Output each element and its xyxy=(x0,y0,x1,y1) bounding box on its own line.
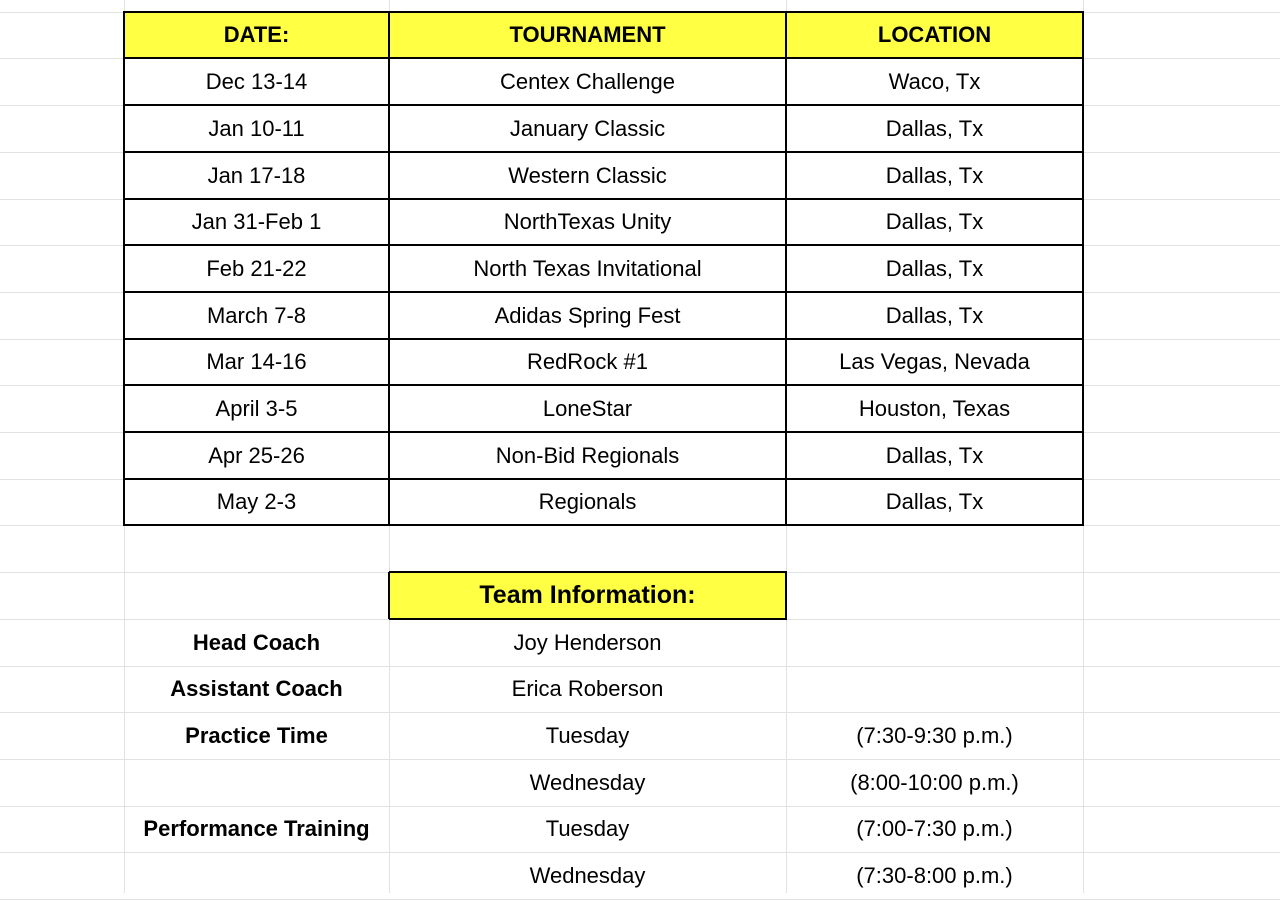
table-border xyxy=(124,244,1084,246)
team-info-time[interactable]: (7:30-9:30 p.m.) xyxy=(856,722,1013,748)
header-date[interactable]: DATE: xyxy=(124,12,389,58)
table-border xyxy=(124,104,1084,106)
table-cell-location[interactable]: Dallas, Tx xyxy=(885,209,984,234)
table-cell-location[interactable]: Las Vegas, Nevada xyxy=(839,349,1030,374)
table-cell-location[interactable]: Dallas, Tx xyxy=(885,489,984,514)
table-cell-date[interactable]: Mar 14-16 xyxy=(206,349,307,374)
table-cell-tournament[interactable]: January Classic xyxy=(509,115,666,141)
table-cell-location[interactable]: Dallas, Tx xyxy=(885,442,984,468)
header-tournament[interactable]: TOURNAMENT xyxy=(389,12,786,58)
table-border xyxy=(124,291,1084,293)
table-cell-location[interactable]: Dallas, Tx xyxy=(885,115,984,141)
table-cell-tournament[interactable]: Non-Bid Regionals xyxy=(495,442,680,468)
team-info-label[interactable]: Practice Time xyxy=(185,722,328,748)
table-cell-date[interactable]: April 3-5 xyxy=(215,395,298,421)
team-info-label[interactable] xyxy=(124,759,389,806)
team-info-time[interactable]: (7:00-7:30 p.m.) xyxy=(856,816,1013,841)
table-border xyxy=(124,151,1084,153)
table-border xyxy=(124,57,1084,59)
team-info-label[interactable]: Assistant Coach xyxy=(170,676,343,701)
team-info-value[interactable]: Tuesday xyxy=(545,722,630,748)
table-cell-location[interactable]: Dallas, Tx xyxy=(885,162,984,188)
table-cell-location[interactable]: Dallas, Tx xyxy=(885,302,984,328)
team-info-value[interactable]: Joy Henderson xyxy=(513,629,662,655)
table-cell-tournament[interactable]: Adidas Spring Fest xyxy=(494,302,681,328)
team-info-value[interactable]: Tuesday xyxy=(545,816,630,841)
team-info-value[interactable]: Erica Roberson xyxy=(511,676,664,701)
team-info-time[interactable]: (7:30-8:00 p.m.) xyxy=(856,862,1013,888)
table-cell-date[interactable]: Feb 21-22 xyxy=(206,255,307,281)
team-info-label[interactable]: Performance Training xyxy=(143,816,370,841)
team-info-time[interactable] xyxy=(786,619,1083,666)
table-cell-date[interactable]: May 2-3 xyxy=(216,489,297,514)
team-info-value[interactable]: Wednesday xyxy=(529,769,646,795)
table-cell-tournament[interactable]: North Texas Invitational xyxy=(473,255,702,281)
table-border xyxy=(124,11,1084,13)
table-border xyxy=(124,338,1084,340)
table-cell-date[interactable]: Jan 10-11 xyxy=(208,115,305,141)
team-info-label[interactable]: Head Coach xyxy=(192,629,321,655)
table-cell-date[interactable]: Jan 31-Feb 1 xyxy=(191,209,322,234)
table-border xyxy=(124,384,1084,386)
team-info-border xyxy=(785,572,787,619)
team-info-border xyxy=(389,571,787,573)
table-cell-tournament[interactable]: NorthTexas Unity xyxy=(503,209,672,234)
team-info-label[interactable] xyxy=(124,852,389,899)
table-border xyxy=(124,431,1084,433)
table-cell-tournament[interactable]: Western Classic xyxy=(508,162,667,188)
table-border xyxy=(124,198,1084,200)
table-border xyxy=(1082,11,1084,526)
table-cell-date[interactable]: Apr 25-26 xyxy=(208,442,305,468)
table-cell-location[interactable]: Dallas, Tx xyxy=(885,255,984,281)
table-border xyxy=(388,11,390,526)
table-cell-date[interactable]: Jan 17-18 xyxy=(207,162,306,188)
table-cell-location[interactable]: Houston, Texas xyxy=(858,395,1011,421)
team-info-time[interactable] xyxy=(786,666,1083,712)
table-cell-tournament[interactable]: Regionals xyxy=(538,489,637,514)
team-info-border xyxy=(388,572,390,619)
table-cell-tournament[interactable]: Centex Challenge xyxy=(500,68,675,94)
table-border xyxy=(124,478,1084,480)
team-info-title[interactable]: Team Information: xyxy=(389,572,786,619)
table-border xyxy=(123,11,125,526)
team-info-time[interactable]: (8:00-10:00 p.m.) xyxy=(850,769,1019,795)
team-info-value[interactable]: Wednesday xyxy=(529,862,646,888)
table-cell-date[interactable]: Dec 13-14 xyxy=(205,68,308,94)
table-cell-location[interactable]: Waco, Tx xyxy=(888,68,981,94)
table-cell-tournament[interactable]: LoneStar xyxy=(542,395,633,421)
table-border xyxy=(785,11,787,526)
header-location[interactable]: LOCATION xyxy=(786,12,1083,58)
table-cell-tournament[interactable]: RedRock #1 xyxy=(526,349,649,374)
table-cell-date[interactable]: March 7-8 xyxy=(206,302,307,328)
table-border xyxy=(124,524,1084,526)
